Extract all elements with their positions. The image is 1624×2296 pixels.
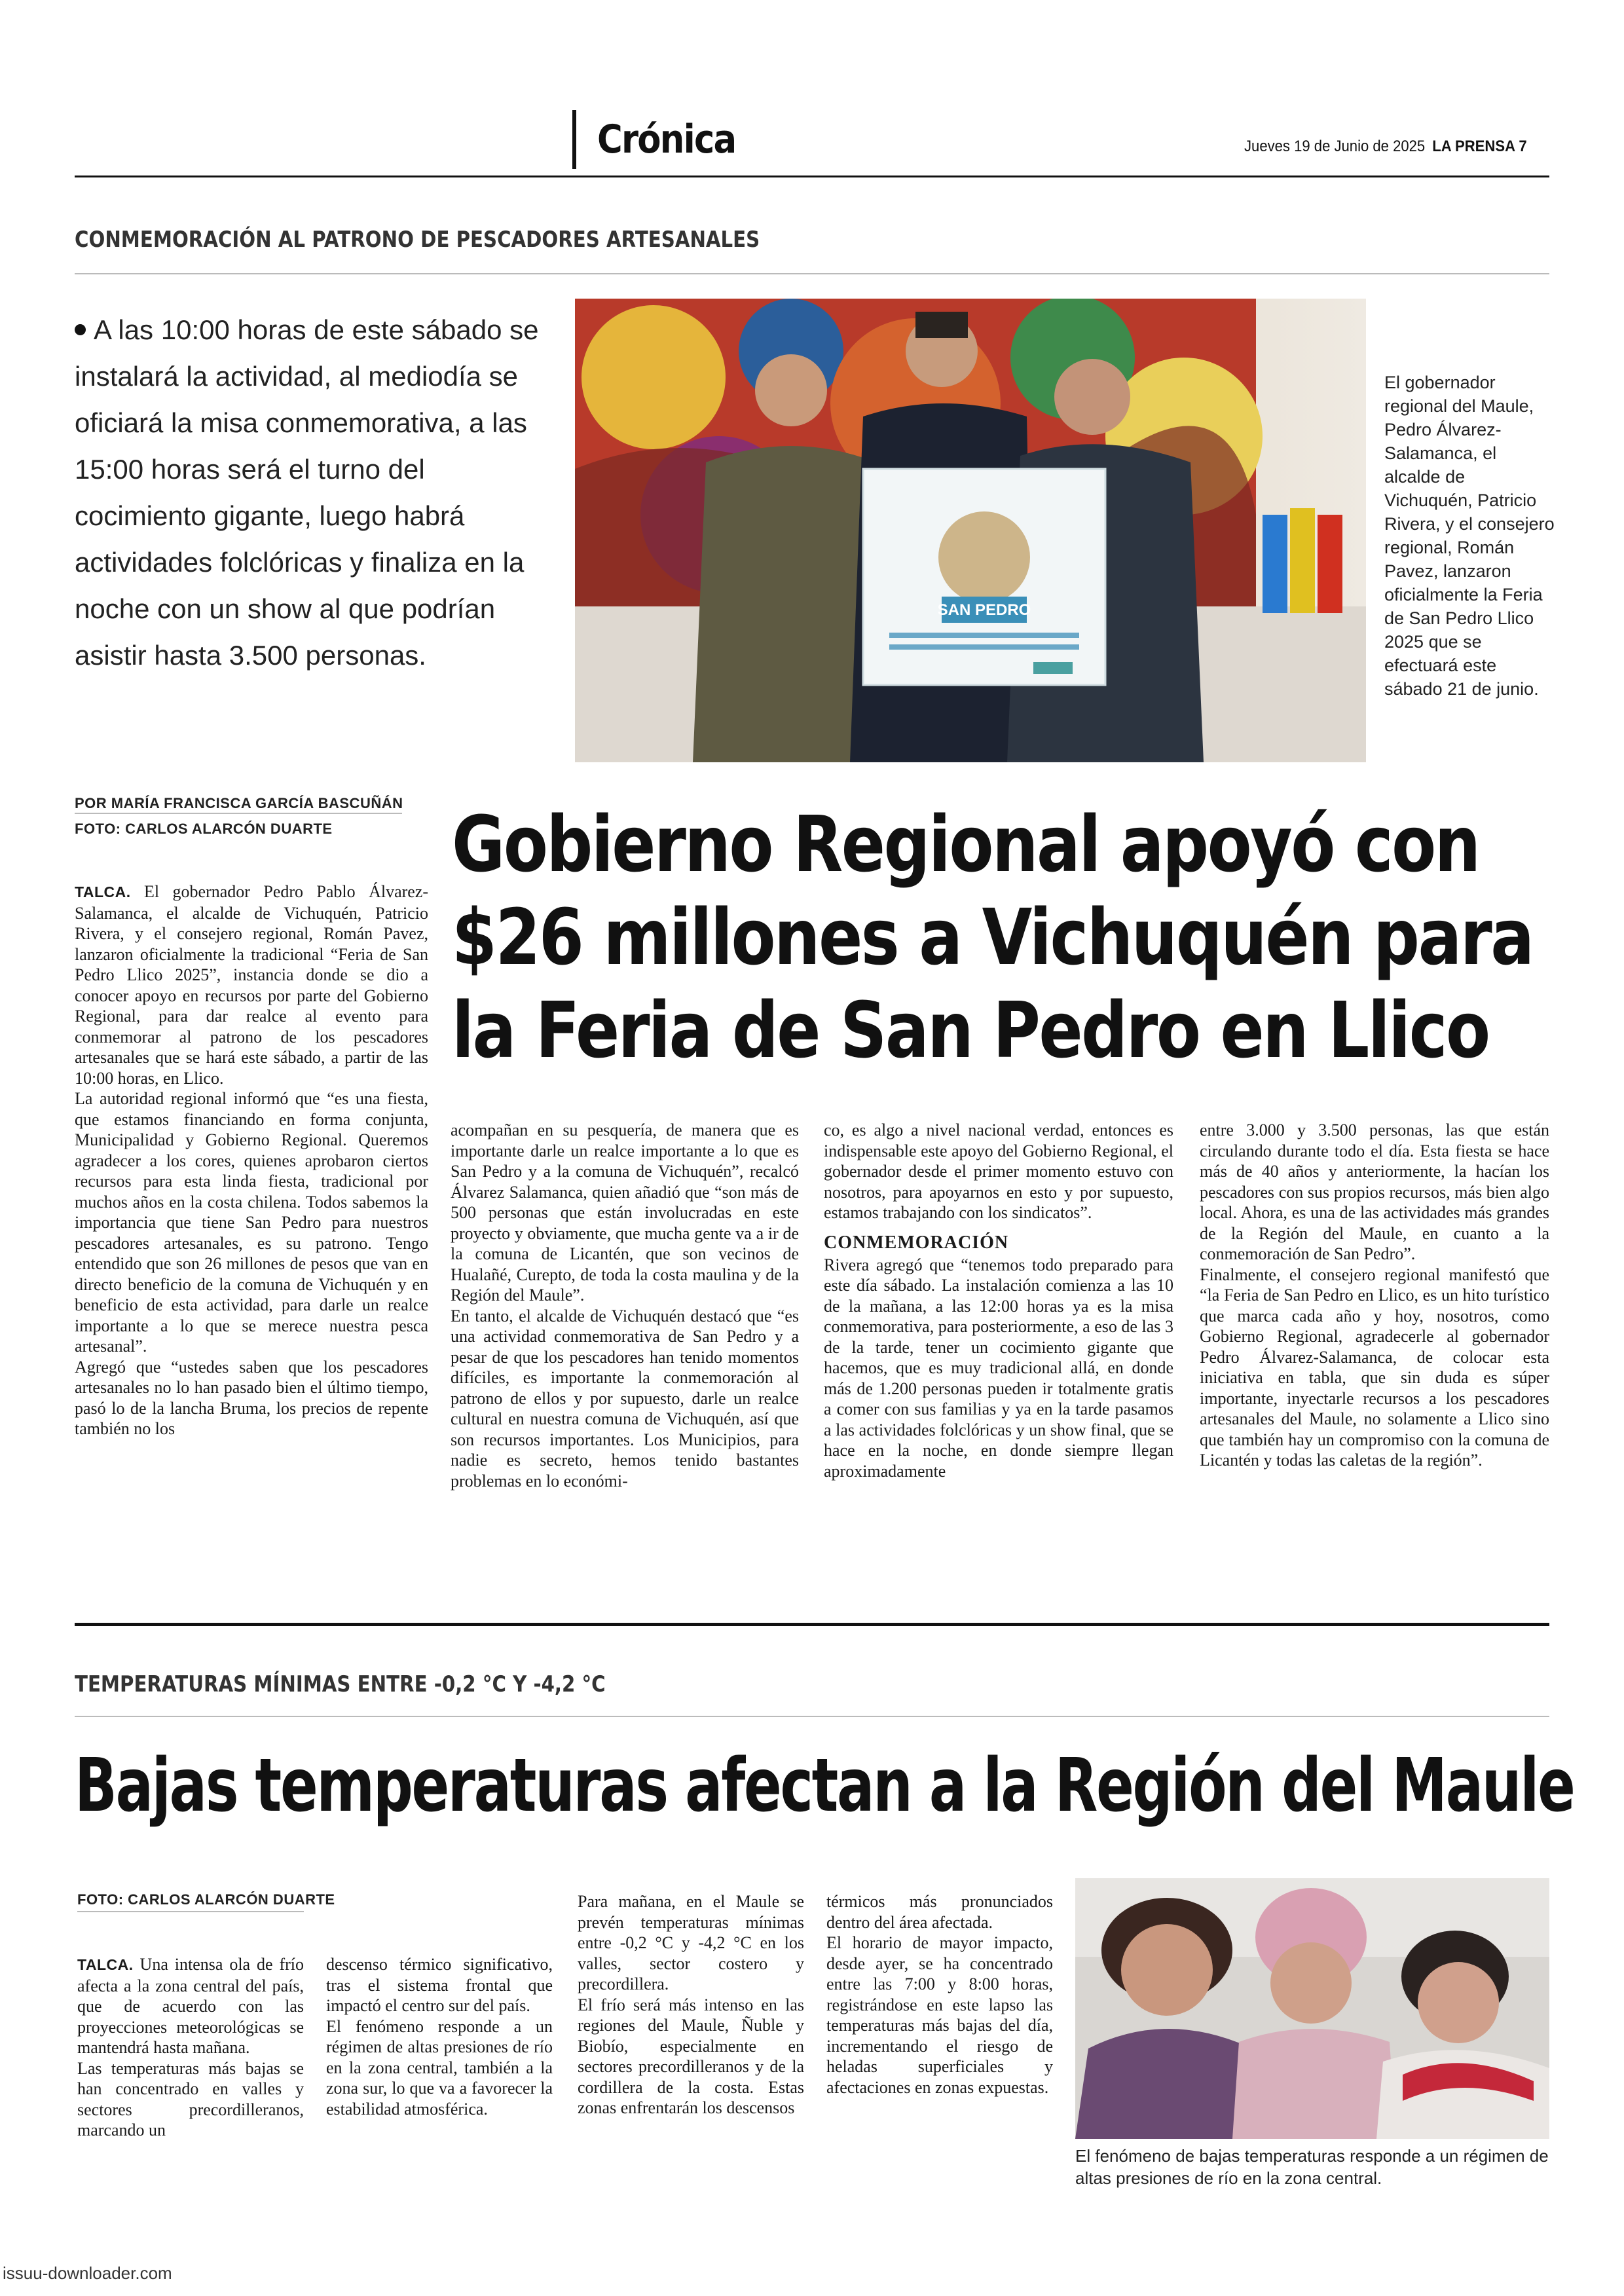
article1-headline: Gobierno Regional apoyó con $26 millones a Vichuquén para la Feria de San Pedro en Llico (452, 799, 1533, 1075)
article1-column-2: acompañan en su pesquería, de manera que es importante darle un realce importante a lo que es San Pedro y a la comuna de Vichuquén”, recalcó Álvarez Salamanca, quien añadió que “son más de 500 personas que están involucradas en este proyecto y obviamente, que mucha gente va a ir de la comuna de Licantén, que son vecinos de Hualañé, Curepto, de toda la costa maulina y de la Región del Maule”. En tanto, el alcalde de Vichuquén destacó que “es una actividad conmemorativa de San Pedro y a pesar de que los pescadores han tenido momentos difíciles, es importante la conmemoración al patrono de ellos y por supuesto, darle un realce cultural en nuestra comuna de Vichuquén, así que son recursos importantes. Los Municipios, para nadie es secreto, hemos tenido bastantes problemas en lo económi- (451, 1120, 799, 1491)
article1-photo-caption: El gobernador regional del Maule, Pedro Álvarez-Salamanca, el alcalde de Vichuquén, Patricio Rivera, y el consejero regional, Román Pavez, lanzaron oficialmente la Feria de San Pedro Llico 2025 que se efectuará este sábado 21 de junio. (1384, 373, 1555, 699)
article1-subhead: CONMEMORACIÓN (824, 1232, 1009, 1253)
article2-kicker: TEMPERATURAS MÍNIMAS ENTRE -0,2 °C Y -4,2 °C (75, 1671, 606, 1697)
bullet-icon (75, 324, 86, 335)
poster-text: SAN PEDRO (937, 601, 1031, 619)
article2-headline: Bajas temperaturas afectan a la Región del Maule (75, 1743, 1574, 1828)
kicker-rule (75, 273, 1549, 274)
article1-column-4: entre 3.000 y 3.500 personas, las que están circulando durante todo el día. Esta fiesta se hace más de 40 años y anteriormente, la hacían los pescadores con sus propios recursos, más bien algo local. Ahora, es una de las actividades más grandes de la Región del Maule, en cuanto a la conmemoración de San Pedro”. Finalmente, el consejero regional manifestó que “la Feria de San Pedro en Llico, es un hito turístico que marca cada año y hoy, nosotros, como Gobierno Regional, agradecerle al gobernador Pedro Álvarez-Salamanca, de colocar esta iniciativa en tabla, que sin duda es súper importante, inyectarle recursos a los pescadores artesanales del Maule, no solamente a Llico sino que también hay un compromiso con la comuna de Licantén y todas las caletas de la región”. (1200, 1120, 1549, 1470)
article2-photo-credit: FOTO: CARLOS ALARCÓN DUARTE (77, 1891, 335, 1908)
article1-column-1: TALCA. El gobernador Pedro Pablo Álvarez-Salamanca, el alcalde de Vichuquén, Patricio Rivera, y el consejero regional, Román Pavez, lanzaron oficialmente la tradicional “Feria de San Pedro Llico 2025”, instancia donde se dio a conocer apoyo en recursos por parte del Gobierno Regional, para dar realce al evento para conmemorar al patrono de los pescadores artesanales que se hará este sábado, a partir de las 10:00 horas, en Llico. La autoridad regional informó que “es una fiesta, que estamos financiando en forma conjunta, Municipalidad y Gobierno Regional. Queremos agradecer a los cores, quienes aprobaron ciertos recursos para esta linda fiesta, tradicional por muchos años en la costa chilena. Todos sabemos la importancia que tiene San Pedro para nuestros pescadores artesanales, es su patrono. Tengo entendido que son 26 millones de pesos que van en directo beneficio de la comuna de Vichuquén y en beneficio de esta actividad, para darle un realce importante a lo que se merece nuestra pesca artesanal”. Agregó que “ustedes saben que los pescadores artesanales no lo han pasado bien el último tiempo, pasó lo de la lancha Bruma, los precios de repente también no los (75, 882, 429, 1438)
article1-column-3: co, es algo a nivel nacional verdad, entonces es indispensable este apoyo del Gobierno Regional, el gobernador desde el primer momento estuvo con nosotros, para apoyarnos en esto y por supuesto, estamos trabajando con los sindicatos”. CONMEMORACIÓN Rivera agregó que “tenemos todo preparado para este día sábado. La instalación comienza a las 10 de la mañana, a las 12:00 horas ya es la misa conmemorativa, para posteriormente, a eso de las 3 de la tarde, tener un cocimiento gigante que hacemos, que es muy tradicional allá, en donde más de 1.200 personas pueden ir totalmente gratis a comer con sus familias y ya en la tarde pasamos a las actividades folclóricas y un show final, que se hace en la noche, en donde siempre llegan aproximadamente (824, 1120, 1173, 1481)
article1-lead: A las 10:00 horas de este sábado se instalará la actividad, al mediodía se oficiará la misa conmemorativa, a las 15:00 horas será el turno del cocimiento gigante, luego habrá actividades folclóricas y finaliza en la noche con un show al que podrían asistir hasta 3.500 personas. (75, 314, 539, 671)
article2-column-4: térmicos más pronunciados dentro del área afectada. El horario de mayor impacto, desde ayer, se ha concentrado entre las 7:00 y 8:00 horas, registrándose en este lapso las temperaturas más bajas del día, incrementando el riesgo de heladas superficiales y afectaciones en zonas expuestas. (826, 1892, 1053, 2097)
article1-byline: POR MARÍA FRANCISCA GARCÍA BASCUÑÁN (75, 795, 403, 811)
article2-column-2: descenso térmico significativo, tras el sistema frontal que impactó el centro sur del país. El fenómeno responde a un régimen de altas presiones de río en la zona central, también a la zona sur, lo que va a favorecer la estabilidad atmosférica. (326, 1955, 553, 2119)
article1-photo (575, 299, 1366, 762)
section-divider-bar (572, 110, 576, 169)
article2-photo-caption: El fenómeno de bajas temperaturas responde a un régimen de altas presiones de río en la zona central. (1075, 2146, 1549, 2188)
header-rule (75, 176, 1549, 177)
article1-kicker: CONMEMORACIÓN AL PATRONO DE PESCADORES ARTESANALES (75, 227, 760, 253)
article2-photo (1075, 1878, 1549, 2139)
credit-rule (77, 1911, 304, 1912)
article2-dateline: TALCA. (77, 1956, 134, 1973)
section-title: Crónica (597, 117, 736, 162)
article1-dateline: TALCA. (75, 883, 131, 900)
article1-photo-credit: FOTO: CARLOS ALARCÓN DUARTE (75, 821, 333, 837)
page-label: LA PRENSA 7 (1432, 138, 1527, 155)
watermark: issuu-downloader.com (3, 2263, 172, 2283)
article2-column-3: Para mañana, en el Maule se prevén temperaturas mínimas entre -0,2 °C y -4,2 °C en los valles, sector costero y precordillera. El frío será más intenso en las regiones del Maule, Ñuble y Biobío, especialmente en sectores precordilleranos y de la cordillera de la costa. Estas zonas enfrentarán los descensos (578, 1892, 804, 2117)
byline-rule (75, 813, 402, 814)
kicker2-rule (75, 1716, 1549, 1717)
article2-column-1: TALCA. Una intensa ola de frío afecta a la zona central del país, que de acuerdo con las proyecciones meteorológicas se mantendrá hasta mañana. Las temperaturas más bajas se han concentrado en valles y sectores precordilleranos, marcando un (77, 1955, 304, 2139)
article-separator (75, 1623, 1549, 1626)
issue-date: Jueves 19 de Junio de 2025 LA PRENSA 7 (1244, 138, 1527, 155)
